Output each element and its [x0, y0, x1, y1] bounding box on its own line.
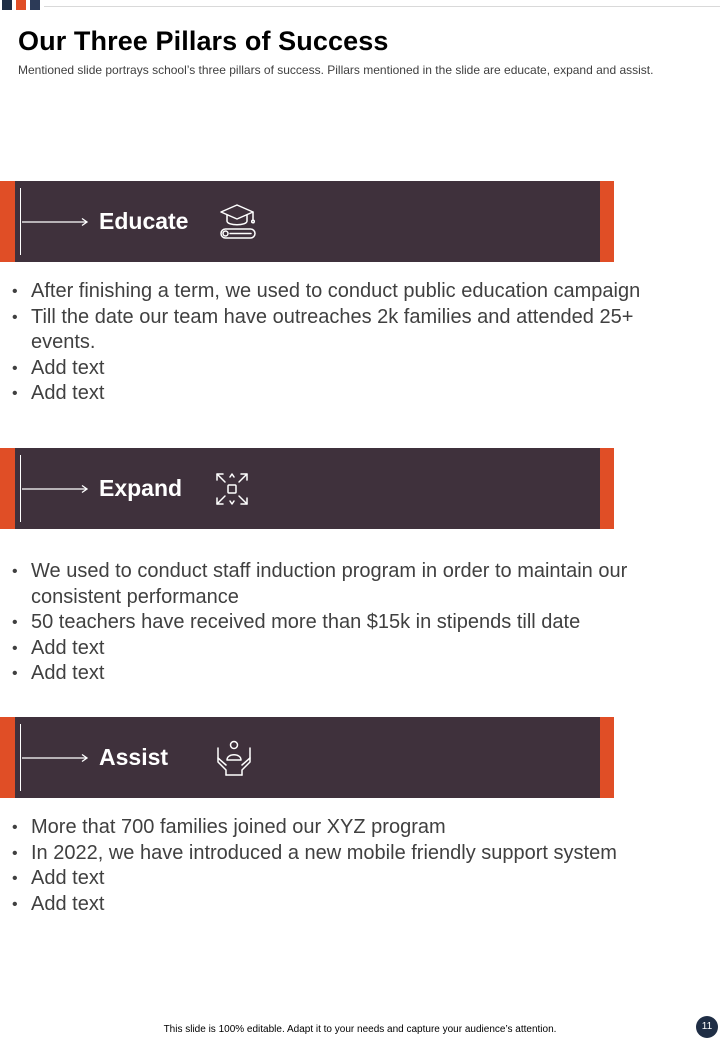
header-rule — [44, 6, 720, 7]
banner-divider — [20, 724, 21, 791]
pillar-bullets-assist — [12, 815, 652, 917]
list-item: • We used to conduct staff induction program in order to maintain our consistent performance — [12, 559, 652, 610]
list-item: • After finishing a term, we used to conduct public education campaign — [12, 279, 652, 305]
list-item: • In 2022, we have introduced a new mobile friendly support system — [12, 841, 652, 867]
list-item: • 50 teachers have received more than $15k in stipends till date — [12, 610, 652, 636]
banner-right-accent — [600, 181, 614, 262]
list-item: • Add text — [12, 356, 652, 382]
list-item: • Add text — [12, 661, 652, 687]
page-title: Our Three Pillars of Success — [18, 26, 389, 56]
pillar-label-expand: Expand — [99, 475, 183, 501]
footer-note: This slide is 100% editable. Adapt it to your needs and capture your audience’s attention. — [163, 1024, 557, 1035]
banner-left-accent — [0, 717, 15, 798]
page-subtitle: Mentioned slide portrays school’s three pillars of success. Pillars mentioned in the slide are educate, expand and assist. — [18, 63, 654, 77]
page-number-badge: 11 — [696, 1016, 718, 1038]
banner-left-accent — [0, 181, 15, 262]
list-item: • More that 700 families joined our XYZ program — [12, 815, 652, 841]
arrow-right-icon — [22, 215, 90, 229]
list-item: • Add text — [12, 866, 652, 892]
pillar-banner-educate — [0, 181, 614, 262]
pillar-banner-assist — [0, 717, 614, 798]
banner-divider — [20, 188, 21, 255]
pillar-banner-expand — [0, 448, 614, 529]
banner-left-accent — [0, 448, 15, 529]
arrow-right-icon — [22, 751, 90, 765]
helping-hands-icon — [214, 738, 254, 778]
banner-divider — [20, 455, 21, 522]
list-item: • Till the date our team have outreaches 2k families and attended 25+ events. — [12, 305, 652, 356]
pillar-bullets-educate — [12, 279, 652, 407]
arrow-right-icon — [22, 482, 90, 496]
expand-arrows-icon — [212, 469, 252, 509]
list-item: • Add text — [12, 892, 652, 918]
decor-square-dark — [2, 0, 12, 10]
banner-right-accent — [600, 448, 614, 529]
pillar-bullets-expand — [12, 559, 652, 687]
decor-square-navy — [30, 0, 40, 10]
list-item: • Add text — [12, 381, 652, 407]
pillar-label-assist: Assist — [99, 744, 169, 770]
header-decoration — [2, 0, 40, 10]
graduation-cap-icon — [217, 202, 257, 242]
pillar-label-educate: Educate — [99, 208, 189, 234]
banner-right-accent — [600, 717, 614, 798]
decor-square-orange — [16, 0, 26, 10]
list-item: • Add text — [12, 636, 652, 662]
